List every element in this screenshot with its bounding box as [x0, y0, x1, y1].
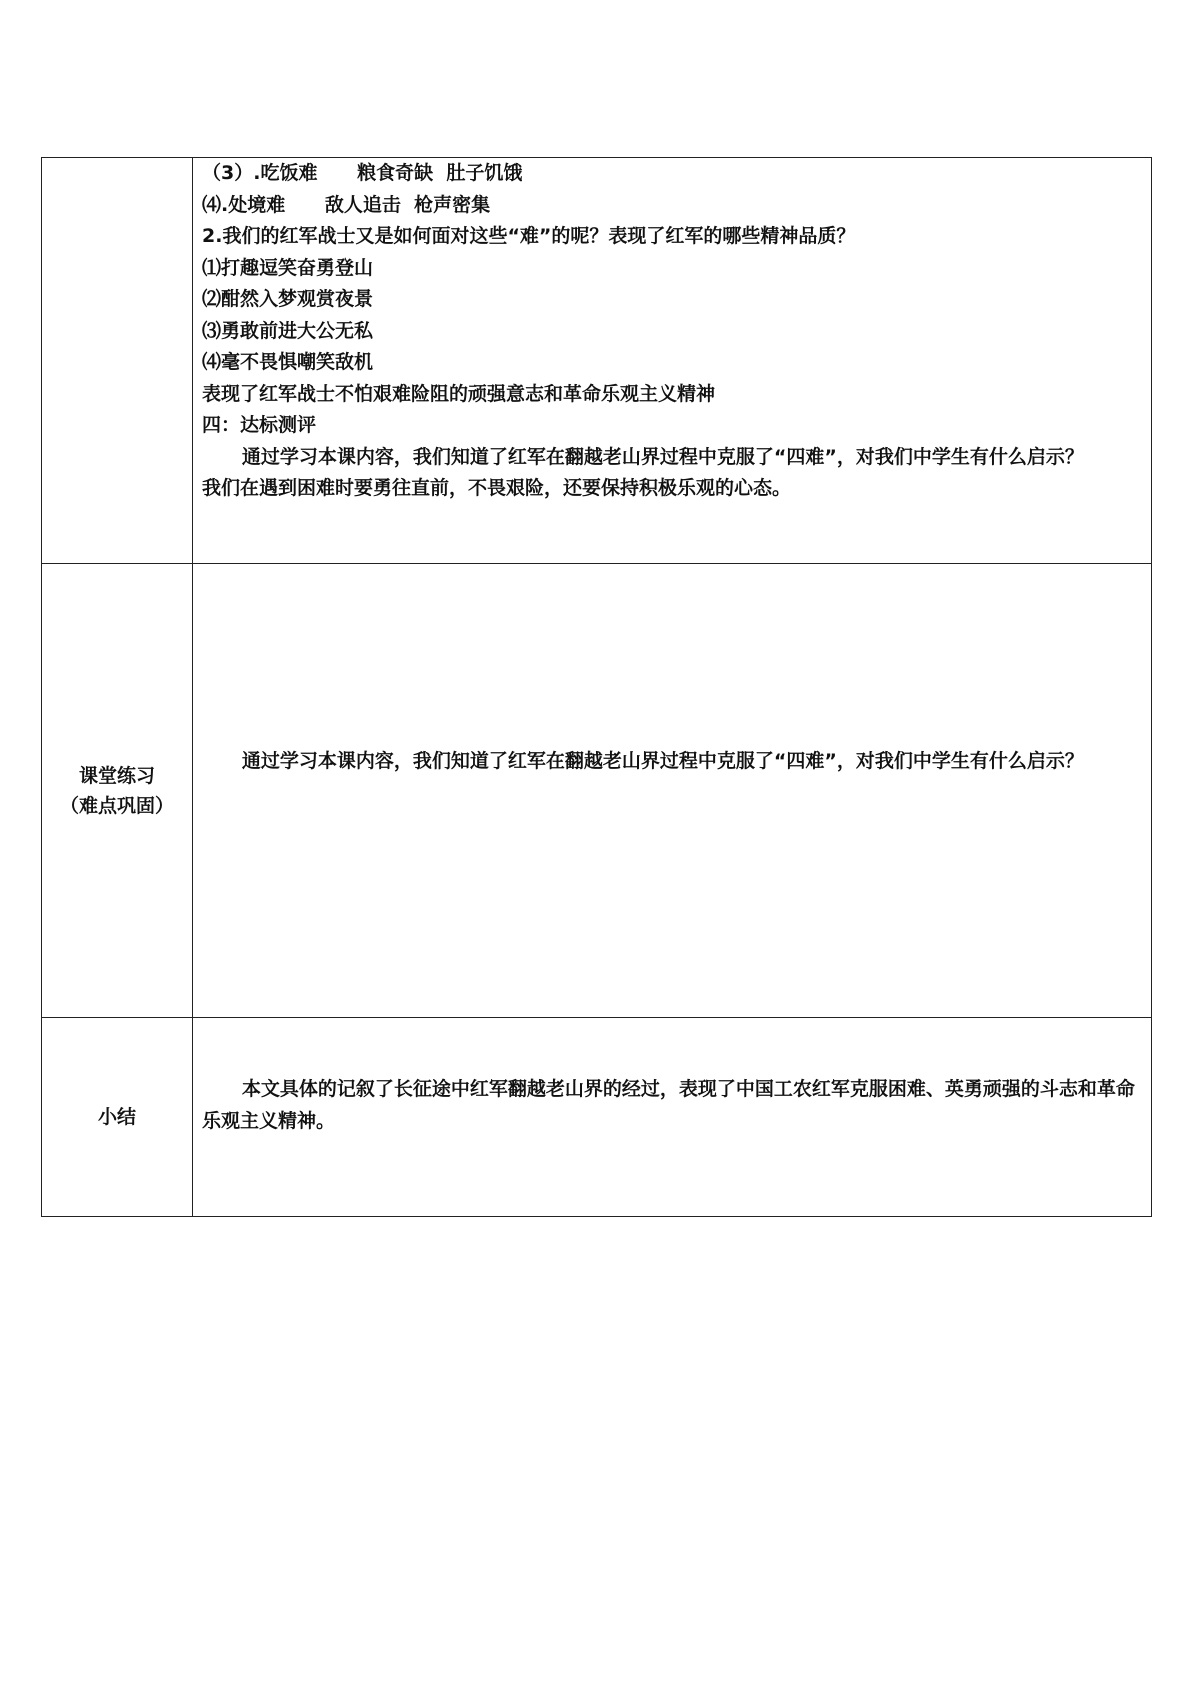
assessment-question: 通过学习本课内容，我们知道了红军在翻越老山界过程中克服了“四难”，对我们中学生有什么启示？ [241, 445, 1084, 468]
row-label-cell [42, 1018, 193, 1217]
content-block [193, 1018, 1151, 1137]
row-label-practice: 课堂练习 [78, 764, 155, 787]
practice-question: 通过学习本课内容，我们知道了红军在翻越老山界过程中克服了“四难”，对我们中学生有什么启示？ [241, 750, 1084, 772]
text-line-answer-2: ⑵酣然入梦观赏夜景 [202, 288, 374, 310]
content-block [193, 564, 1151, 778]
section-heading-assessment: 四：达标测评 [202, 414, 317, 436]
assessment-answer: 我们在遇到困难时要勇往直前，不畏艰险，还要保持积极乐观的心态。 [202, 477, 792, 499]
content-cell [193, 1018, 1152, 1217]
content-cell [193, 564, 1152, 1018]
text-line-answer-4: ⑷毫不畏惧嘲笑敌机 [202, 351, 374, 373]
table-row-content-continued [42, 158, 1152, 564]
text-line-answer-1: ⑴打趣逗笑奋勇登山 [202, 256, 374, 279]
row-label-practice-sub: （难点巩固） [59, 794, 174, 817]
summary-paragraph: 本文具体的记叙了长征途中红军翻越老山界的经过，表现了中国工农红军克服困难、英勇顽强的斗志和革命乐观主义精神。 [202, 1078, 1135, 1132]
text-line-answer-3: ⑶勇敢前进大公无私 [202, 319, 374, 342]
content-block [193, 158, 1151, 505]
lesson-plan-table [41, 157, 1152, 1217]
text-line-question-2: 2.我们的红军战士又是如何面对这些“难”的呢？表现了红军的哪些精神品质？ [202, 225, 856, 247]
content-cell [193, 158, 1152, 564]
row-label-cell [42, 564, 193, 1018]
row-label-cell [42, 158, 193, 564]
text-line-difficulty-3: （3）.吃饭难 粮食奇缺 肚子饥饿 [202, 162, 523, 184]
row-label-summary: 小结 [97, 1106, 136, 1128]
text-line-difficulty-4: ⑷.处境难 敌人追击 枪声密集 [202, 193, 491, 216]
text-line-summary: 表现了红军战士不怕艰难险阻的顽强意志和革命乐观主义精神 [202, 382, 716, 405]
table-row-summary [42, 1018, 1152, 1217]
table-row-classroom-practice [42, 564, 1152, 1018]
